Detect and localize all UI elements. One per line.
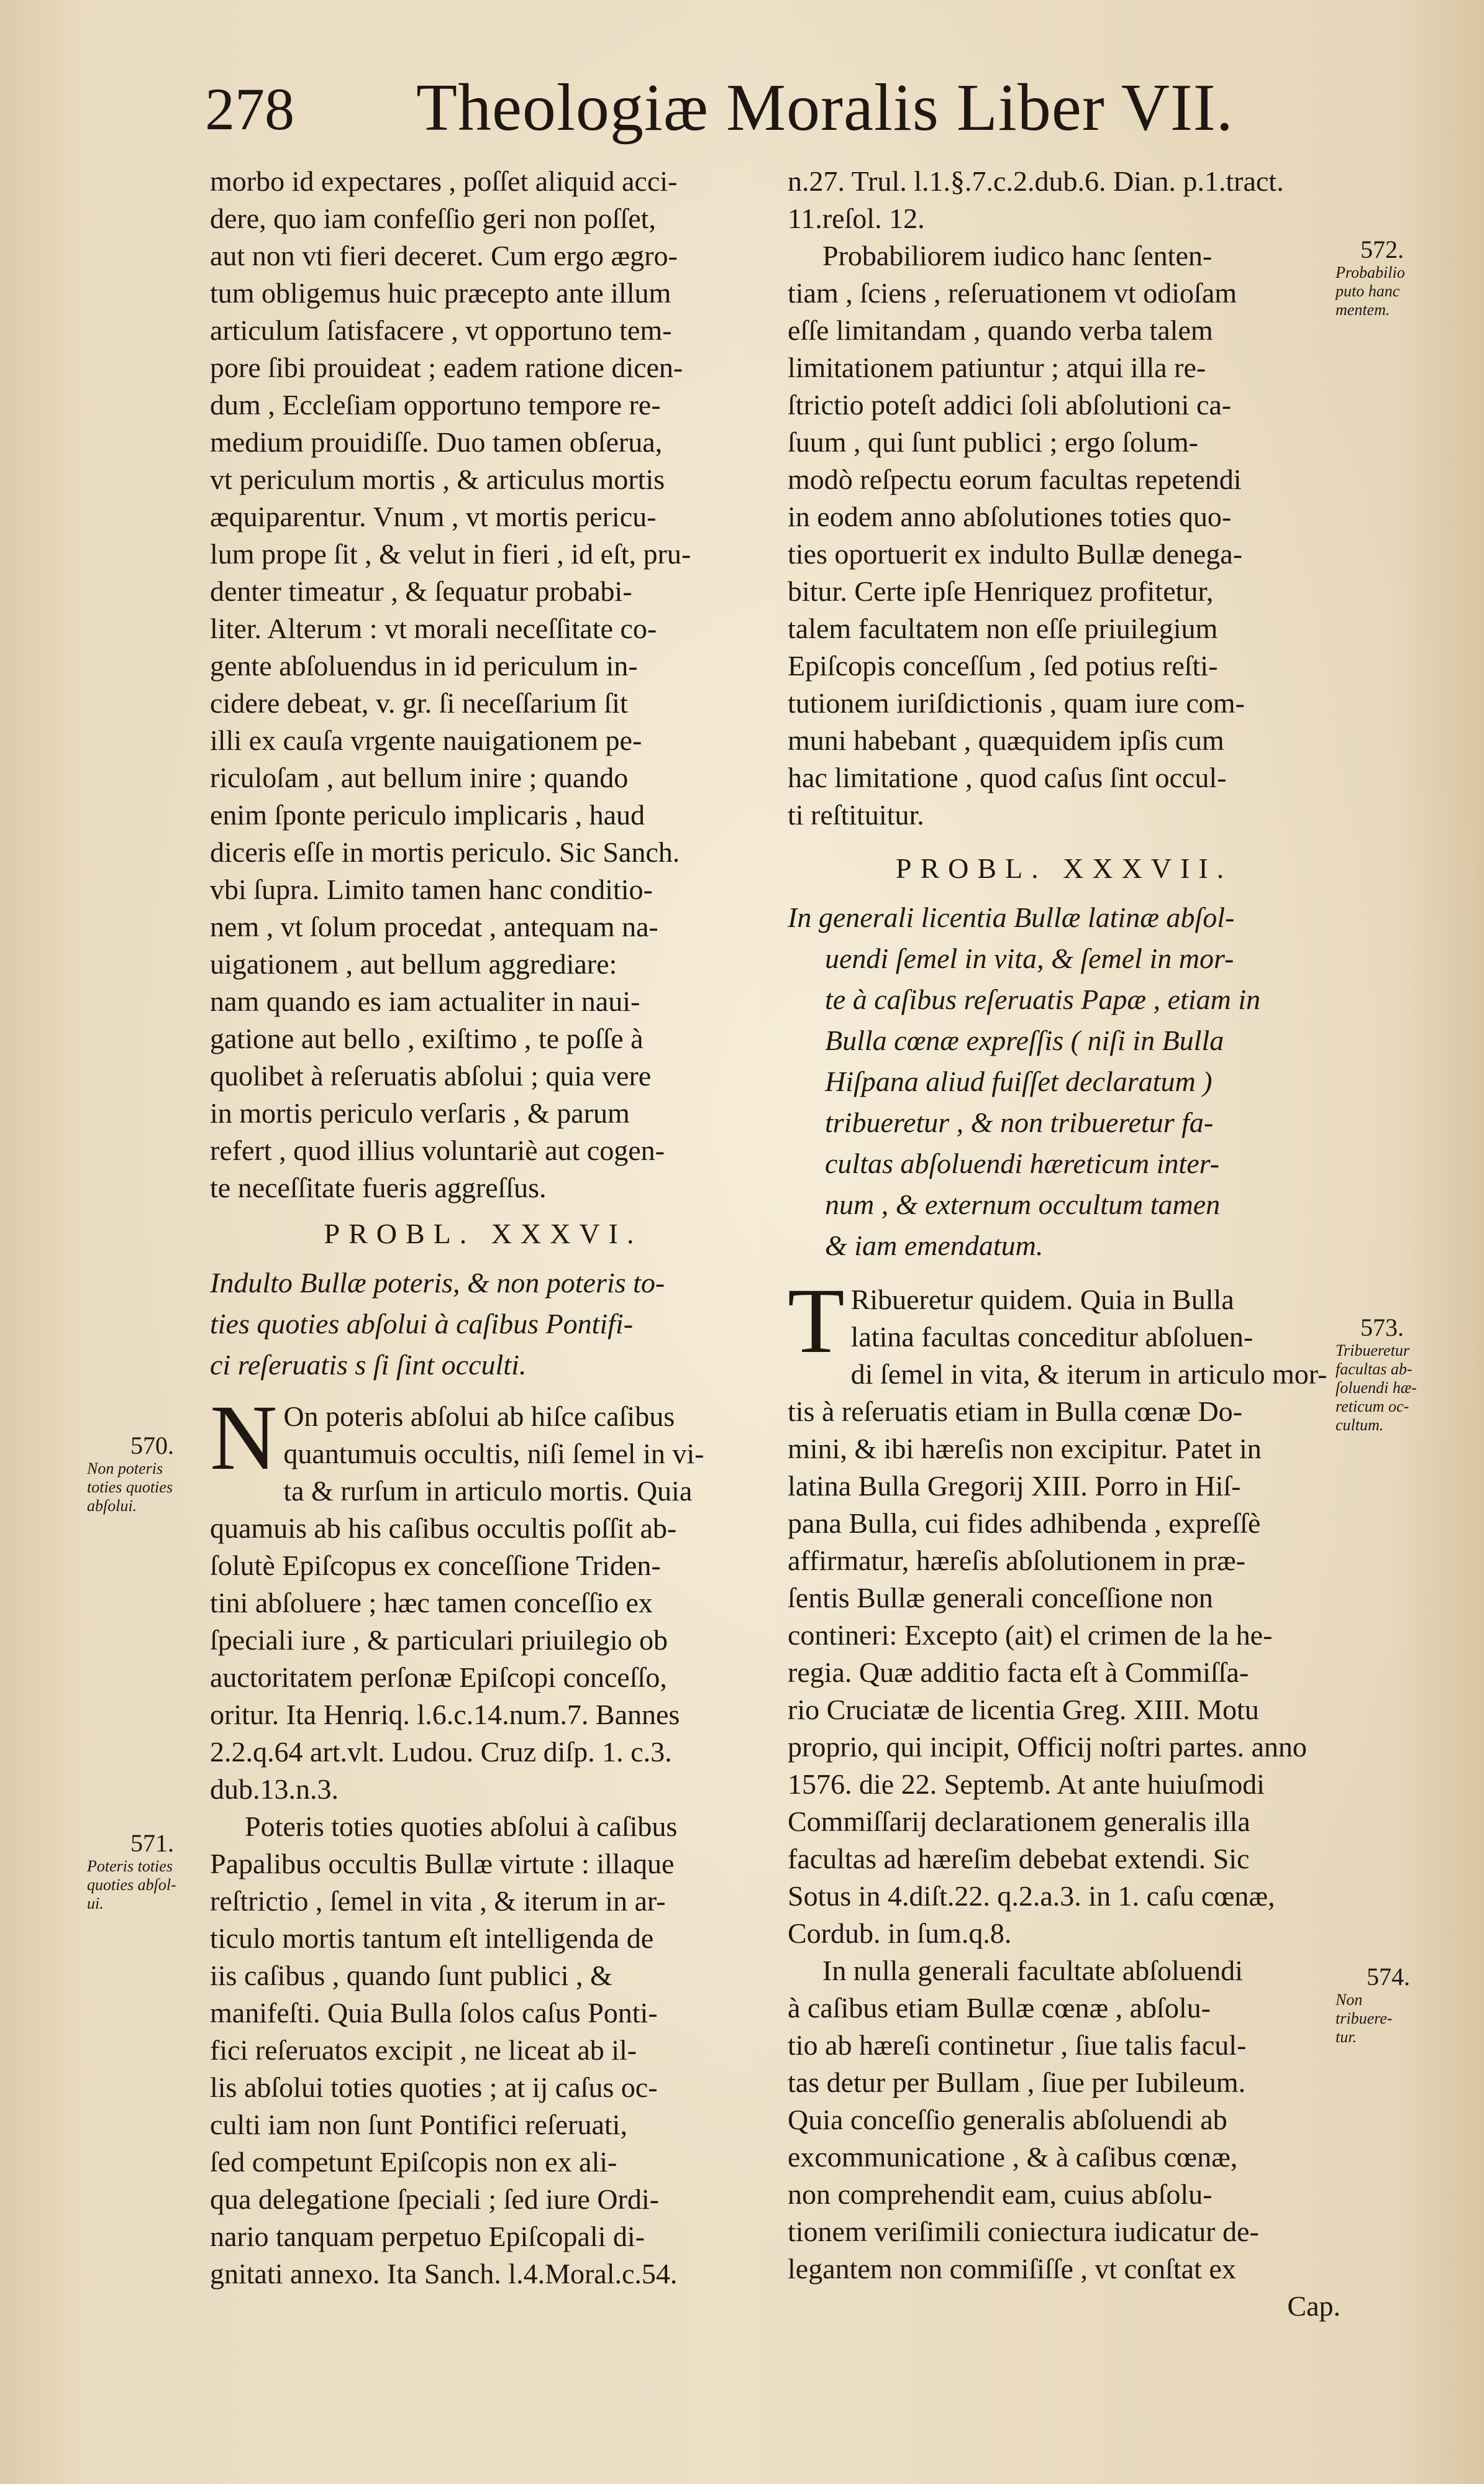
margin-note-line: Non poteris — [87, 1459, 163, 1477]
text-line: ticulo mortis tantum eſt intelligenda de — [210, 1922, 654, 1954]
text-line: ſed competunt Epiſcopis non ex ali- — [210, 2146, 617, 2178]
margin-note-line: quoties abſol- — [87, 1876, 176, 1894]
text-line: gnitati annexo. Ita Sanch. l.4.Moral.c.54. — [210, 2258, 678, 2290]
summary-line: tribueretur , & non tribueretur fa- — [825, 1107, 1214, 1138]
text-line: non comprehendit eam, cuius abſolu- — [788, 2178, 1213, 2210]
summary-line: ci reſeruatis s ſi ſint occulti. — [210, 1349, 527, 1381]
margin-note-574 — [1336, 1963, 1423, 2047]
text-line: n.27. Trul. l.1.§.7.c.2.dub.6. Dian. p.1.tract. — [788, 165, 1284, 197]
text-line: manifeſti. Quia Bulla ſolos caſus Ponti- — [210, 1997, 658, 2029]
text-line: ti reſtituitur. — [788, 799, 924, 831]
text-line: iis caſibus , quando ſunt publici , & — [210, 1960, 612, 1991]
text-line: lum prope ſit , & velut in fieri , id eſt, pru- — [210, 538, 691, 570]
text-line: oritur. Ita Henriq. l.6.c.14.num.7. Bannes — [210, 1699, 680, 1730]
margin-note-line: Poteris toties — [87, 1857, 173, 1875]
text-line: rio Cruciatæ de licentia Greg. XIII. Motu — [788, 1694, 1259, 1725]
paragraph-574 — [788, 1952, 1341, 2325]
text-line: Papalibus occultis Bullæ virtute : illaque — [210, 1848, 675, 1879]
text-line: affirmatur, hæreſis abſolutionem in præ- — [788, 1545, 1245, 1576]
text-line: tutionem iuriſdictionis , quam iure com- — [788, 687, 1245, 719]
text-line: riculoſam , aut bellum inire ; quando — [210, 762, 629, 793]
text-line: tis à reſeruatis etiam in Bulla cœnæ Do- — [788, 1395, 1242, 1427]
text-line: æquiparentur. Vnum , vt mortis pericu- — [210, 501, 657, 532]
margin-note-line: tur. — [1336, 2028, 1357, 2046]
text-line: Ribueretur quidem. Quia in Bulla — [850, 1284, 1234, 1315]
text-line: 1576. die 22. Septemb. At ante huiuſmodi — [788, 1768, 1265, 1800]
text-line: On poteris abſolui ab hiſce caſibus — [283, 1400, 675, 1432]
margin-note-number: 570. — [130, 1431, 174, 1459]
text-line: ſpeciali iure , & particulari priuilegio ob — [210, 1624, 668, 1656]
text-line: vbi ſupra. Limito tamen hanc conditio- — [210, 874, 653, 905]
text-line: nam quando es iam actualiter in naui- — [210, 985, 640, 1017]
text-line: tas detur per Bullam , ſiue per Iubileum. — [788, 2066, 1246, 2098]
summary-line: te à caſibus reſeruatis Papæ , etiam in — [825, 984, 1261, 1015]
page-header — [205, 68, 1385, 155]
text-line: Quia conceſſio generalis abſoluendi ab — [788, 2104, 1227, 2135]
text-line: 2.2.q.64 art.vlt. Ludou. Cruz diſp. 1. c.3. — [210, 1736, 672, 1768]
text-line: excommunicatione , & à caſibus cœnæ, — [788, 2141, 1238, 2173]
text-line: aut non vti fieri deceret. Cum ergo ægro- — [210, 240, 678, 272]
text-line: Probabiliorem iudico hanc ſenten- — [822, 240, 1213, 272]
margin-note-line: mentem. — [1336, 301, 1390, 319]
text-line: tini abſoluere ; hæc tamen conceſſio ex — [210, 1587, 653, 1619]
running-title: Theologiæ Moralis Liber VII. — [416, 71, 1234, 145]
margin-note-573 — [1336, 1314, 1423, 1435]
text-line: fici reſeruatos excipit , ne liceat ab il- — [210, 2034, 637, 2066]
text-line: Sotus in 4.diſt.22. q.2.a.3. in 1. caſu cœnæ, — [788, 1880, 1275, 1912]
summary-line: Indulto Bullæ poteris, & non poteris to- — [210, 1267, 665, 1299]
text-line: 11.reſol. 12. — [788, 203, 925, 234]
text-line: morbo id expectares , poſſet aliquid acci- — [210, 165, 678, 197]
summary-line: uendi ſemel in vita, & ſemel in mor- — [825, 943, 1234, 974]
text-line: Poteris toties quoties abſolui à caſibus — [245, 1810, 678, 1842]
text-line: modò reſpectu eorum facultas repetendi — [788, 463, 1242, 495]
text-line: regia. Quæ additio facta eſt à Commiſſa- — [788, 1656, 1249, 1688]
text-line: contineri: Excepto (ait) el crimen de la he- — [788, 1619, 1273, 1651]
text-line: quolibet à reſeruatis abſolui ; quia vere — [210, 1060, 652, 1092]
margin-note-line: Probabilio — [1336, 263, 1405, 281]
text-line: culti iam non ſunt Pontifici reſeruati, — [210, 2109, 627, 2140]
text-line: enim ſponte periculo implicaris , haud — [210, 799, 645, 831]
text-line: nario tanquam perpetuo Epiſcopali di- — [210, 2221, 645, 2252]
text-line: diceris eſſe in mortis periculo. Sic Sanch. — [210, 836, 680, 868]
paragraph-571 — [210, 1808, 757, 2293]
text-line: talem facultatem non eſſe priuilegium — [788, 613, 1218, 644]
text-line: ſtrictio poteſt addici ſoli abſolutioni ca- — [788, 389, 1232, 421]
summary-line: num , & externum occultum tamen — [825, 1189, 1221, 1220]
text-line: tio ab hæreſi continetur , ſiue talis facul- — [788, 2029, 1247, 2061]
text-line: hac limitatione , quod caſus ſint occul- — [788, 762, 1227, 793]
margin-note-number: 574. — [1367, 1963, 1410, 1991]
margin-note-line: facultas ab- — [1336, 1360, 1413, 1378]
text-line: articulum ſatisfacere , vt opportuno tem- — [210, 314, 672, 346]
text-line: ties oportuerit ex indulto Bullæ denega- — [788, 538, 1243, 570]
drop-cap: N — [210, 1386, 278, 1489]
text-line: ſolutè Epiſcopus ex conceſſione Triden- — [210, 1550, 661, 1581]
text-line: in eodem anno abſolutiones toties quo- — [788, 501, 1232, 532]
problem-summary-37 — [788, 897, 1341, 1266]
page-number: 278 — [205, 76, 294, 142]
text-line: bitur. Certe ipſe Henriquez profitetur, — [788, 575, 1214, 607]
margin-note-line: ui. — [87, 1894, 104, 1912]
summary-line: Bulla cœnæ expreſſis ( niſi in Bulla — [825, 1025, 1224, 1056]
text-line: Epiſcopis conceſſum , ſed potius reſti- — [788, 650, 1218, 682]
margin-note-line: Non tribuere- — [1336, 1991, 1393, 2027]
text-line: quamuis ab his caſibus occultis poſſit ab- — [210, 1512, 677, 1544]
text-line: ſuum , qui ſunt publici ; ergo ſolum- — [788, 426, 1199, 458]
text-line: muni habebant , quæquidem ipſis cum — [788, 724, 1224, 756]
text-line: eſſe limitandam , quando verba talem — [788, 314, 1213, 346]
left-column — [210, 163, 757, 2293]
text-line: dum , Eccleſiam opportuno tempore re- — [210, 389, 661, 421]
left-intro-paragraph — [210, 163, 757, 1207]
margin-note-line: cultum. — [1336, 1416, 1384, 1434]
text-line: vt periculum mortis , & articulus mortis — [210, 463, 665, 495]
text-line: lis abſolui toties quoties ; at ij caſus oc- — [210, 2071, 658, 2103]
margin-note-570 — [87, 1432, 211, 1515]
text-line: denter timeatur , & ſequatur probabi- — [210, 575, 632, 607]
text-line: refert , quod illius voluntariè aut cogen- — [210, 1135, 665, 1166]
text-line: latina facultas conceditur abſoluen- — [850, 1321, 1254, 1353]
text-line: facultas ad hæreſim debebat extendi. Sic — [788, 1843, 1250, 1874]
problem-heading-37: PROBL. XXXVII. — [895, 852, 1233, 884]
text-line: mini, & ibi hæreſis non excipitur. Patet in — [788, 1433, 1262, 1464]
margin-note-number: 573. — [1360, 1313, 1404, 1341]
text-line: dub.13.n.3. — [210, 1773, 339, 1805]
text-line: tum obligemus huic præcepto ante illum — [210, 277, 671, 309]
text-line: qua delegatione ſpeciali ; ſed iure Ordi- — [210, 2183, 659, 2215]
summary-line: & iam emendatum. — [825, 1230, 1044, 1261]
text-line: à caſibus etiam Bullæ cœnæ , abſolu- — [788, 1992, 1211, 2024]
text-line: te neceſſitate fueris aggreſſus. — [210, 1172, 547, 1203]
text-line: nem , vt ſolum procedat , antequam na- — [210, 911, 658, 943]
text-line: cidere debeat, v. gr. ſi neceſſarium ſit — [210, 687, 628, 719]
text-line: uigationem , aut bellum aggrediare: — [210, 948, 617, 980]
text-line: tiam , ſciens , reſeruationem vt odioſam — [788, 277, 1237, 309]
text-line: gatione aut bello , exiſtimo , te poſſe à — [210, 1023, 644, 1054]
text-line: ſentis Bullæ generali conceſſione non — [788, 1582, 1213, 1614]
paragraph-570 — [210, 1386, 757, 1808]
text-line: reſtrictio , ſemel in vita , & iterum in ar- — [210, 1885, 666, 1917]
text-line: quantumuis occultis, niſi ſemel in vi- — [283, 1438, 704, 1469]
margin-note-number: 572. — [1360, 235, 1404, 263]
text-line: Cordub. in ſum.q.8. — [788, 1917, 1012, 1949]
text-line: ta & rurſum in articulo mortis. Quia — [283, 1475, 693, 1507]
right-intro-paragraph — [788, 163, 1341, 237]
paragraph-572 — [788, 237, 1341, 834]
text-line: pore ſibi prouideat ; eadem ratione dicen- — [210, 352, 683, 383]
text-line: latina Bulla Gregorij XIII. Porro in Hiſ- — [788, 1470, 1241, 1502]
margin-note-line: toties quoties — [87, 1478, 173, 1496]
text-line: illi ex cauſa vrgente nauigationem pe- — [210, 724, 642, 756]
text-line: pana Bulla, cui fides adhibenda , expreſſè — [788, 1507, 1261, 1539]
text-line: liter. Alterum : vt morali neceſſitate co- — [210, 613, 657, 644]
drop-cap: T — [788, 1269, 845, 1372]
margin-note-line: puto hanc — [1336, 282, 1400, 300]
catchword: Cap. — [1287, 2290, 1341, 2322]
margin-note-number: 571. — [130, 1829, 174, 1857]
margin-note-571 — [87, 1830, 211, 1913]
text-line: tionem veriſimili coniectura iudicatur de- — [788, 2216, 1259, 2247]
problem-heading-36: PROBL. XXXVI. — [324, 1218, 643, 1249]
text-line: di ſemel in vita, & iterum in articulo mor- — [850, 1358, 1327, 1390]
text-line: limitationem patiuntur ; atqui illa re- — [788, 352, 1206, 383]
text-line: legantem non commiſiſſe , vt conſtat ex — [788, 2253, 1236, 2285]
margin-note-line: abſolui. — [87, 1497, 137, 1515]
text-line: gente abſoluendus in id periculum in- — [210, 650, 638, 682]
summary-line: cultas abſoluendi hæreticum inter- — [825, 1148, 1219, 1179]
margin-note-line: Tribueretur — [1336, 1341, 1409, 1359]
summary-line: In generali licentia Bullæ latinæ abſol- — [788, 902, 1235, 933]
right-column — [788, 163, 1341, 2325]
text-line: auctoritatem perſonæ Epiſcopi conceſſo, — [210, 1661, 667, 1693]
text-line: dere, quo iam confeſſio geri non poſſet, — [210, 203, 656, 234]
margin-note-line: reticum oc- — [1336, 1397, 1409, 1415]
text-line: proprio, qui incipit, Officij noſtri partes. anno — [788, 1731, 1307, 1763]
text-line: Commiſſarij declarationem generalis illa — [788, 1806, 1250, 1837]
text-line: medium prouidiſſe. Duo tamen obſerua, — [210, 426, 663, 458]
margin-note-572 — [1336, 236, 1423, 319]
summary-line: Hiſpana aliud fuiſſet declaratum ) — [825, 1066, 1213, 1097]
summary-line: ties quoties abſolui à caſibus Pontifi- — [210, 1308, 634, 1340]
text-line: in mortis periculo verſaris , & parum — [210, 1097, 630, 1129]
text-line: In nulla generali facultate abſoluendi — [822, 1955, 1243, 1986]
paragraph-573 — [788, 1269, 1341, 1952]
margin-note-line: ſoluendi hæ- — [1336, 1379, 1417, 1397]
problem-summary-36 — [210, 1263, 757, 1386]
